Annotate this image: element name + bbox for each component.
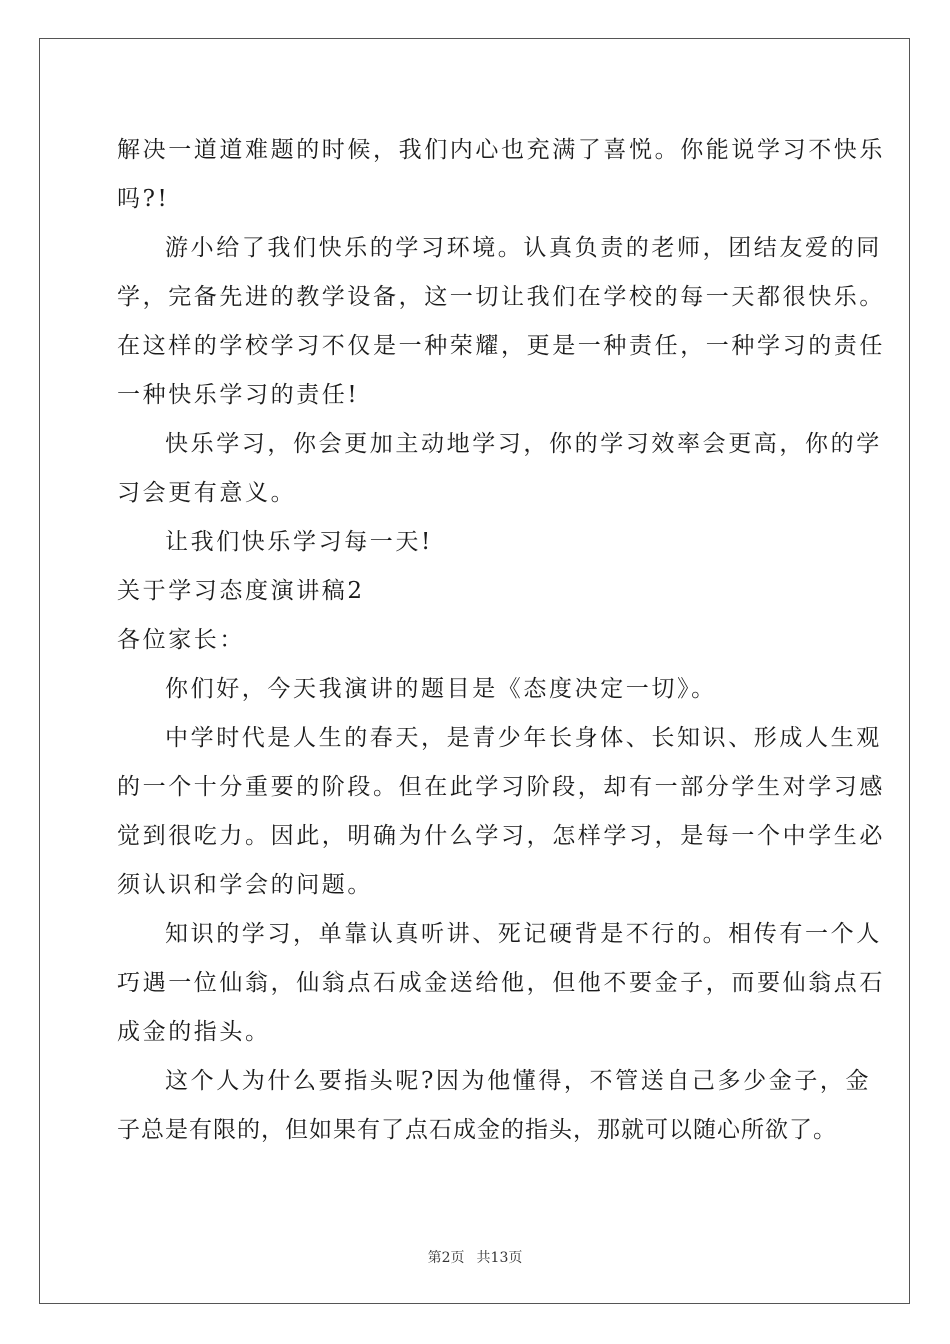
total-pages: 共13页 <box>476 1250 523 1266</box>
text-line: 在这样的学校学习不仅是一种荣耀，更是一种责任，一种学习的责任 <box>117 333 885 359</box>
text-line: 一种快乐学习的责任! <box>117 382 360 408</box>
page-footer <box>0 1247 950 1267</box>
salutation: 各位家长： <box>117 627 245 653</box>
text-line: 让我们快乐学习每一天! <box>165 529 433 555</box>
text-line: 觉到很吃力。因此，明确为什么学习，怎样学习，是每一个中学生必 <box>117 823 885 849</box>
text-line: 学，完备先进的教学设备，这一切让我们在学校的每一天都很快乐。 <box>117 284 885 310</box>
text-line: 游小给了我们快乐的学习环境。认真负责的老师，团结友爱的同 <box>165 235 882 261</box>
text-line: 中学时代是人生的春天，是青少年长身体、长知识、形成人生观 <box>165 725 882 751</box>
text-line: 习会更有意义。 <box>117 480 297 506</box>
text-line: 吗?! <box>117 186 170 212</box>
text-line: 知识的学习，单靠认真听讲、死记硬背是不行的。相传有一个人 <box>165 921 882 947</box>
text-line: 你们好，今天我演讲的题目是《态度决定一切》。 <box>165 676 717 702</box>
text-line: 解决一道道难题的时候，我们内心也充满了喜悦。你能说学习不快乐 <box>117 137 885 163</box>
document-body <box>117 126 885 1155</box>
text-line: 巧遇一位仙翁，仙翁点石成金送给他，但他不要金子，而要仙翁点石 <box>117 970 885 996</box>
text-line: 子总是有限的，但如果有了点石成金的指头，那就可以随心所欲了。 <box>117 1117 837 1143</box>
section-heading: 关于学习态度演讲稿2 <box>117 578 365 604</box>
text-line: 这个人为什么要指头呢?因为他懂得，不管送自己多少金子，金 <box>165 1068 872 1094</box>
page-number: 第2页 <box>427 1250 465 1266</box>
text-line: 成金的指头。 <box>117 1019 271 1045</box>
text-line: 快乐学习，你会更加主动地学习，你的学习效率会更高，你的学 <box>165 431 882 457</box>
text-line: 须认识和学会的问题。 <box>117 872 373 898</box>
text-line: 的一个十分重要的阶段。但在此学习阶段，却有一部分学生对学习感 <box>117 774 885 800</box>
